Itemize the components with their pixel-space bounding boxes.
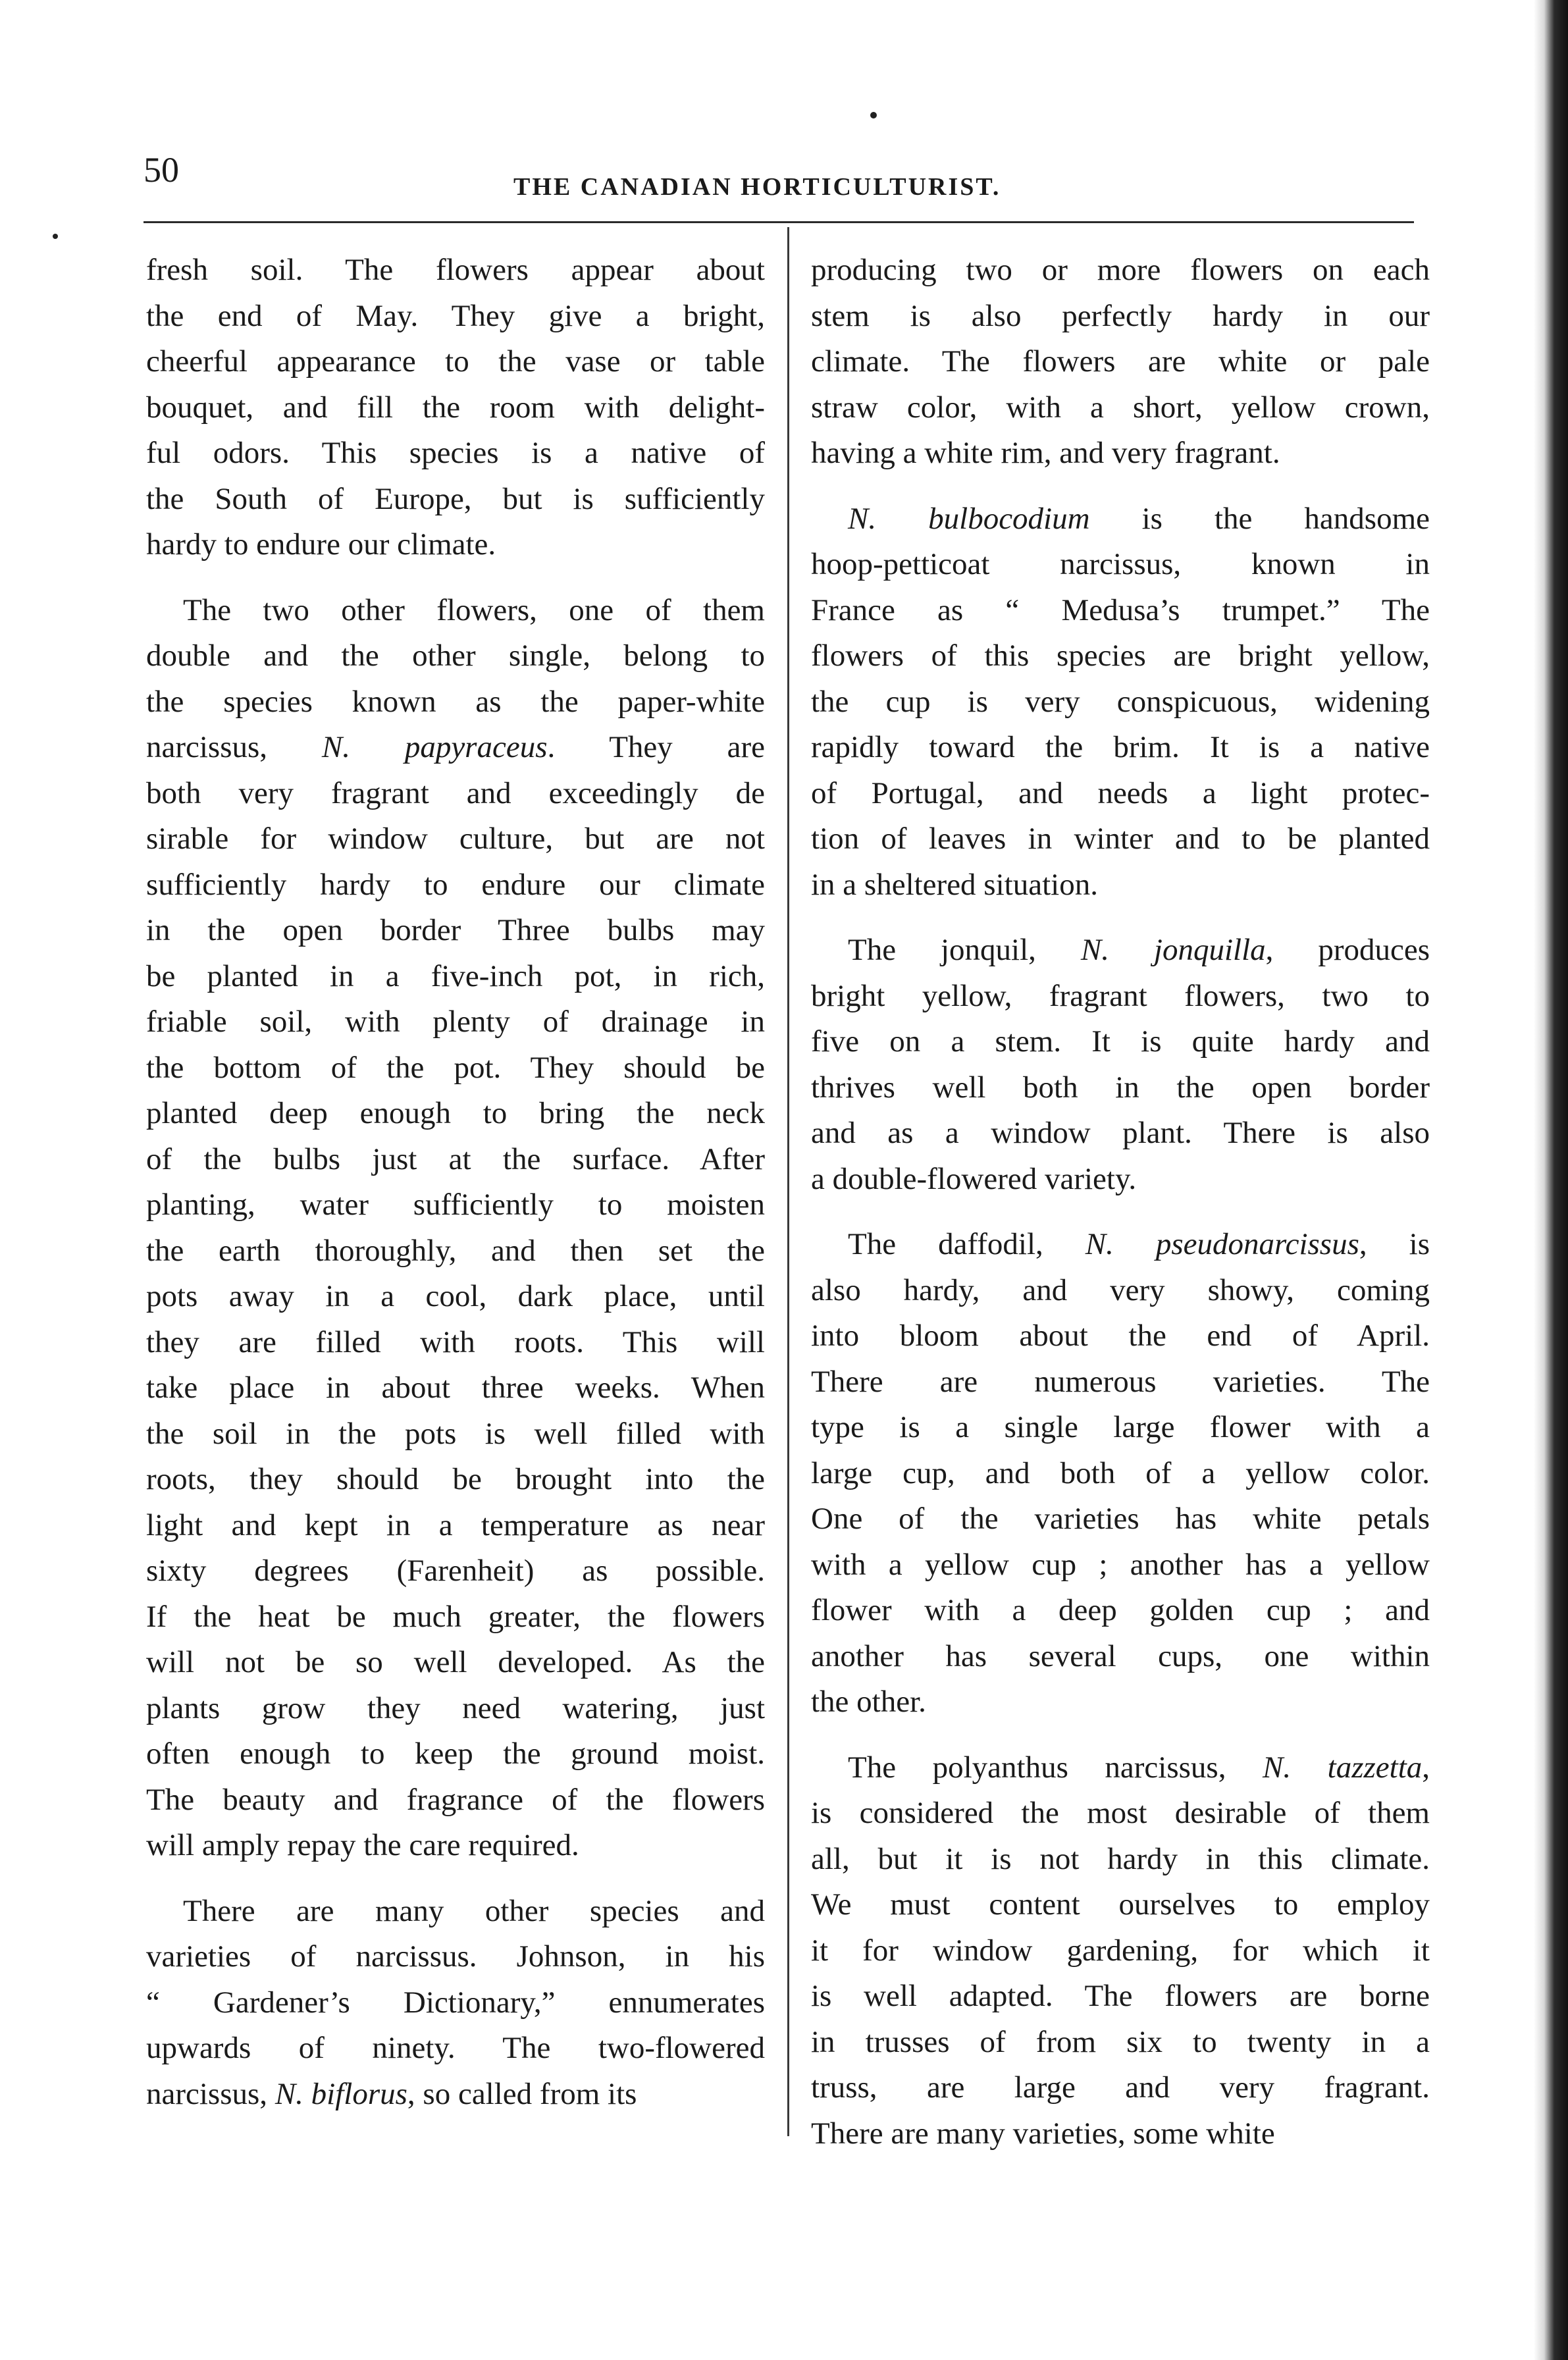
text-line: hardy to endure our climate. — [146, 527, 496, 562]
text-line: is well adapted. The flowers are borne — [811, 1979, 1430, 2013]
text-line: the bottom of the pot. They should be — [146, 1050, 765, 1085]
text-line: the other. — [811, 1685, 926, 1719]
paragraph — [146, 588, 765, 1869]
species-name: N. pseudonarcissus — [1085, 1227, 1359, 1261]
text-line: N. bulbocodium is the handsome — [848, 501, 1430, 536]
text-line: truss, are large and very fragrant. — [811, 2070, 1430, 2105]
text-line: into bloom about the end of April. — [811, 1319, 1430, 1353]
text-line: flowers of this species are bright yellow, — [811, 639, 1430, 673]
text-line: with a yellow cup ; another has a yellow — [811, 1547, 1430, 1582]
text-line: sixty degrees (Farenheit) as possible. — [146, 1554, 765, 1588]
text-line: The polyanthus narcissus, N. tazzetta, — [848, 1750, 1430, 1785]
text-line: stem is also perfectly hardy in our — [811, 298, 1430, 333]
text-line: of Portugal, and needs a light protec- — [811, 775, 1430, 810]
text-line: the cup is very conspicuous, widening — [811, 684, 1430, 719]
paragraph — [811, 248, 1430, 477]
text-line: planted deep enough to bring the neck — [146, 1096, 765, 1130]
paragraph — [811, 496, 1430, 908]
text-line: double and the other single, belong to — [146, 639, 765, 673]
text-line: plants grow they need watering, just — [146, 1691, 765, 1725]
text-line: bright yellow, fragrant flowers, two to — [811, 978, 1430, 1013]
text-line: also hardy, and very showy, coming — [811, 1272, 1430, 1307]
text-line: the end of May. They give a bright, — [146, 298, 765, 333]
text-line: both very fragrant and exceedingly de — [146, 775, 765, 810]
scan-speck — [870, 112, 877, 118]
text-line: roots, they should be brought into the — [146, 1462, 765, 1496]
paragraph — [811, 928, 1430, 1202]
text-line: will amply repay the care required. — [146, 1828, 579, 1862]
text-line: narcissus, N. papyraceus. They are — [146, 730, 765, 764]
text-line: rapidly toward the brim. It is a native — [811, 730, 1430, 764]
text-line: tion of leaves in winter and to be planted — [811, 822, 1430, 856]
paragraph — [146, 248, 765, 568]
text-line: pots away in a cool, dark place, until — [146, 1279, 765, 1313]
text-line: they are filled with roots. This will — [146, 1324, 765, 1359]
text-line: One of the varieties has white petals — [811, 1502, 1430, 1536]
text-line: flower with a deep golden cup ; and — [811, 1593, 1430, 1627]
text-line: often enough to keep the ground moist. — [146, 1737, 765, 1771]
text-line: “ Gardener’s Dictionary,” ennumerates — [146, 1985, 765, 2020]
text-line: There are many other species and — [183, 1893, 765, 1928]
text-line: We must content ourselves to employ — [811, 1887, 1430, 1922]
text-line: the South of Europe, but is sufficiently — [146, 481, 765, 516]
column-divider — [787, 227, 789, 2136]
text-line: the soil in the pots is well filled with — [146, 1416, 765, 1451]
text-line: it for window gardening, for which it — [811, 1933, 1430, 1968]
scan-speck — [53, 234, 58, 239]
text-line: fresh soil. The flowers appear about — [146, 253, 765, 287]
text-line: take place in about three weeks. When — [146, 1371, 765, 1405]
text-line: in trusses of from six to twenty in a — [811, 2024, 1430, 2059]
left-column — [146, 248, 765, 2137]
paragraph — [146, 1889, 765, 2118]
text-line: The beauty and fragrance of the flowers — [146, 1782, 765, 1817]
species-name: N. papyraceus — [321, 730, 548, 764]
species-name: N. jonquilla — [1080, 933, 1266, 967]
text-line: If the heat be much greater, the flowers — [146, 1599, 765, 1634]
text-line: thrives well both in the open border — [811, 1070, 1430, 1105]
text-line: is considered the most desirable of them — [811, 1796, 1430, 1830]
text-line: in a sheltered situation. — [811, 867, 1098, 902]
text-line: The daffodil, N. pseudonarcissus, is — [848, 1227, 1430, 1261]
text-line: There are many varieties, some white — [811, 2116, 1275, 2151]
text-line: straw color, with a short, yellow crown, — [811, 390, 1430, 425]
species-name: N. biflorus — [274, 2076, 407, 2111]
text-line: There are numerous varieties. The — [811, 1364, 1430, 1399]
text-line: another has several cups, one within — [811, 1639, 1430, 1673]
right-column — [811, 248, 1430, 2176]
text-line: sufficiently hardy to endure our climate — [146, 867, 765, 902]
text-line: light and kept in a temperature as near — [146, 1508, 765, 1542]
text-line: hoop-petticoat narcissus, known in — [811, 547, 1430, 581]
text-line: in the open border Three bulbs may — [146, 913, 765, 947]
text-line: all, but it is not hardy in this climate. — [811, 1841, 1430, 1876]
text-line: large cup, and both of a yellow color. — [811, 1455, 1430, 1490]
text-line: friable soil, with plenty of drainage in — [146, 1005, 765, 1039]
text-line: be planted in a five-inch pot, in rich, — [146, 958, 765, 993]
text-line: sirable for window culture, but are not — [146, 822, 765, 856]
text-line: five on a stem. It is quite hardy and — [811, 1024, 1430, 1059]
text-line: narcissus, N. biflorus, so called from its — [146, 2076, 637, 2111]
text-line: of the bulbs just at the surface. After — [146, 1141, 765, 1176]
text-line: The jonquil, N. jonquilla, produces — [848, 933, 1430, 967]
text-line: and as a window plant. There is also — [811, 1116, 1430, 1150]
text-line: having a white rim, and very fragrant. — [811, 436, 1280, 470]
species-name: N. tazzetta — [1263, 1750, 1423, 1785]
paragraph — [811, 1222, 1430, 1725]
text-line: the earth thoroughly, and then set the — [146, 1233, 765, 1268]
scan-edge-shadow — [1534, 0, 1568, 2360]
text-line: ful odors. This species is a native of — [146, 436, 765, 470]
text-line: producing two or more flowers on each — [811, 253, 1430, 287]
text-line: The two other flowers, one of them — [183, 592, 765, 627]
text-line: cheerful appearance to the vase or table — [146, 344, 765, 379]
text-line: varieties of narcissus. Johnson, in his — [146, 1939, 765, 1974]
species-name: N. bulbocodium — [848, 501, 1090, 536]
header-rule — [144, 221, 1414, 223]
text-line: a double-flowered variety. — [811, 1161, 1137, 1196]
text-line: type is a single large flower with a — [811, 1410, 1430, 1444]
paragraph — [811, 1745, 1430, 2157]
page-number: 50 — [144, 150, 179, 190]
text-line: upwards of ninety. The two-flowered — [146, 2031, 765, 2065]
text-line: planting, water sufficiently to moisten — [146, 1188, 765, 1222]
text-line: will not be so well developed. As the — [146, 1645, 765, 1679]
running-head: THE CANADIAN HORTICULTURIST. — [513, 173, 1001, 201]
text-line: the species known as the paper-white — [146, 684, 765, 719]
text-line: climate. The flowers are white or pale — [811, 344, 1430, 379]
text-line: France as “ Medusa’s trumpet.” The — [811, 592, 1430, 627]
text-line: bouquet, and fill the room with delight- — [146, 390, 765, 425]
